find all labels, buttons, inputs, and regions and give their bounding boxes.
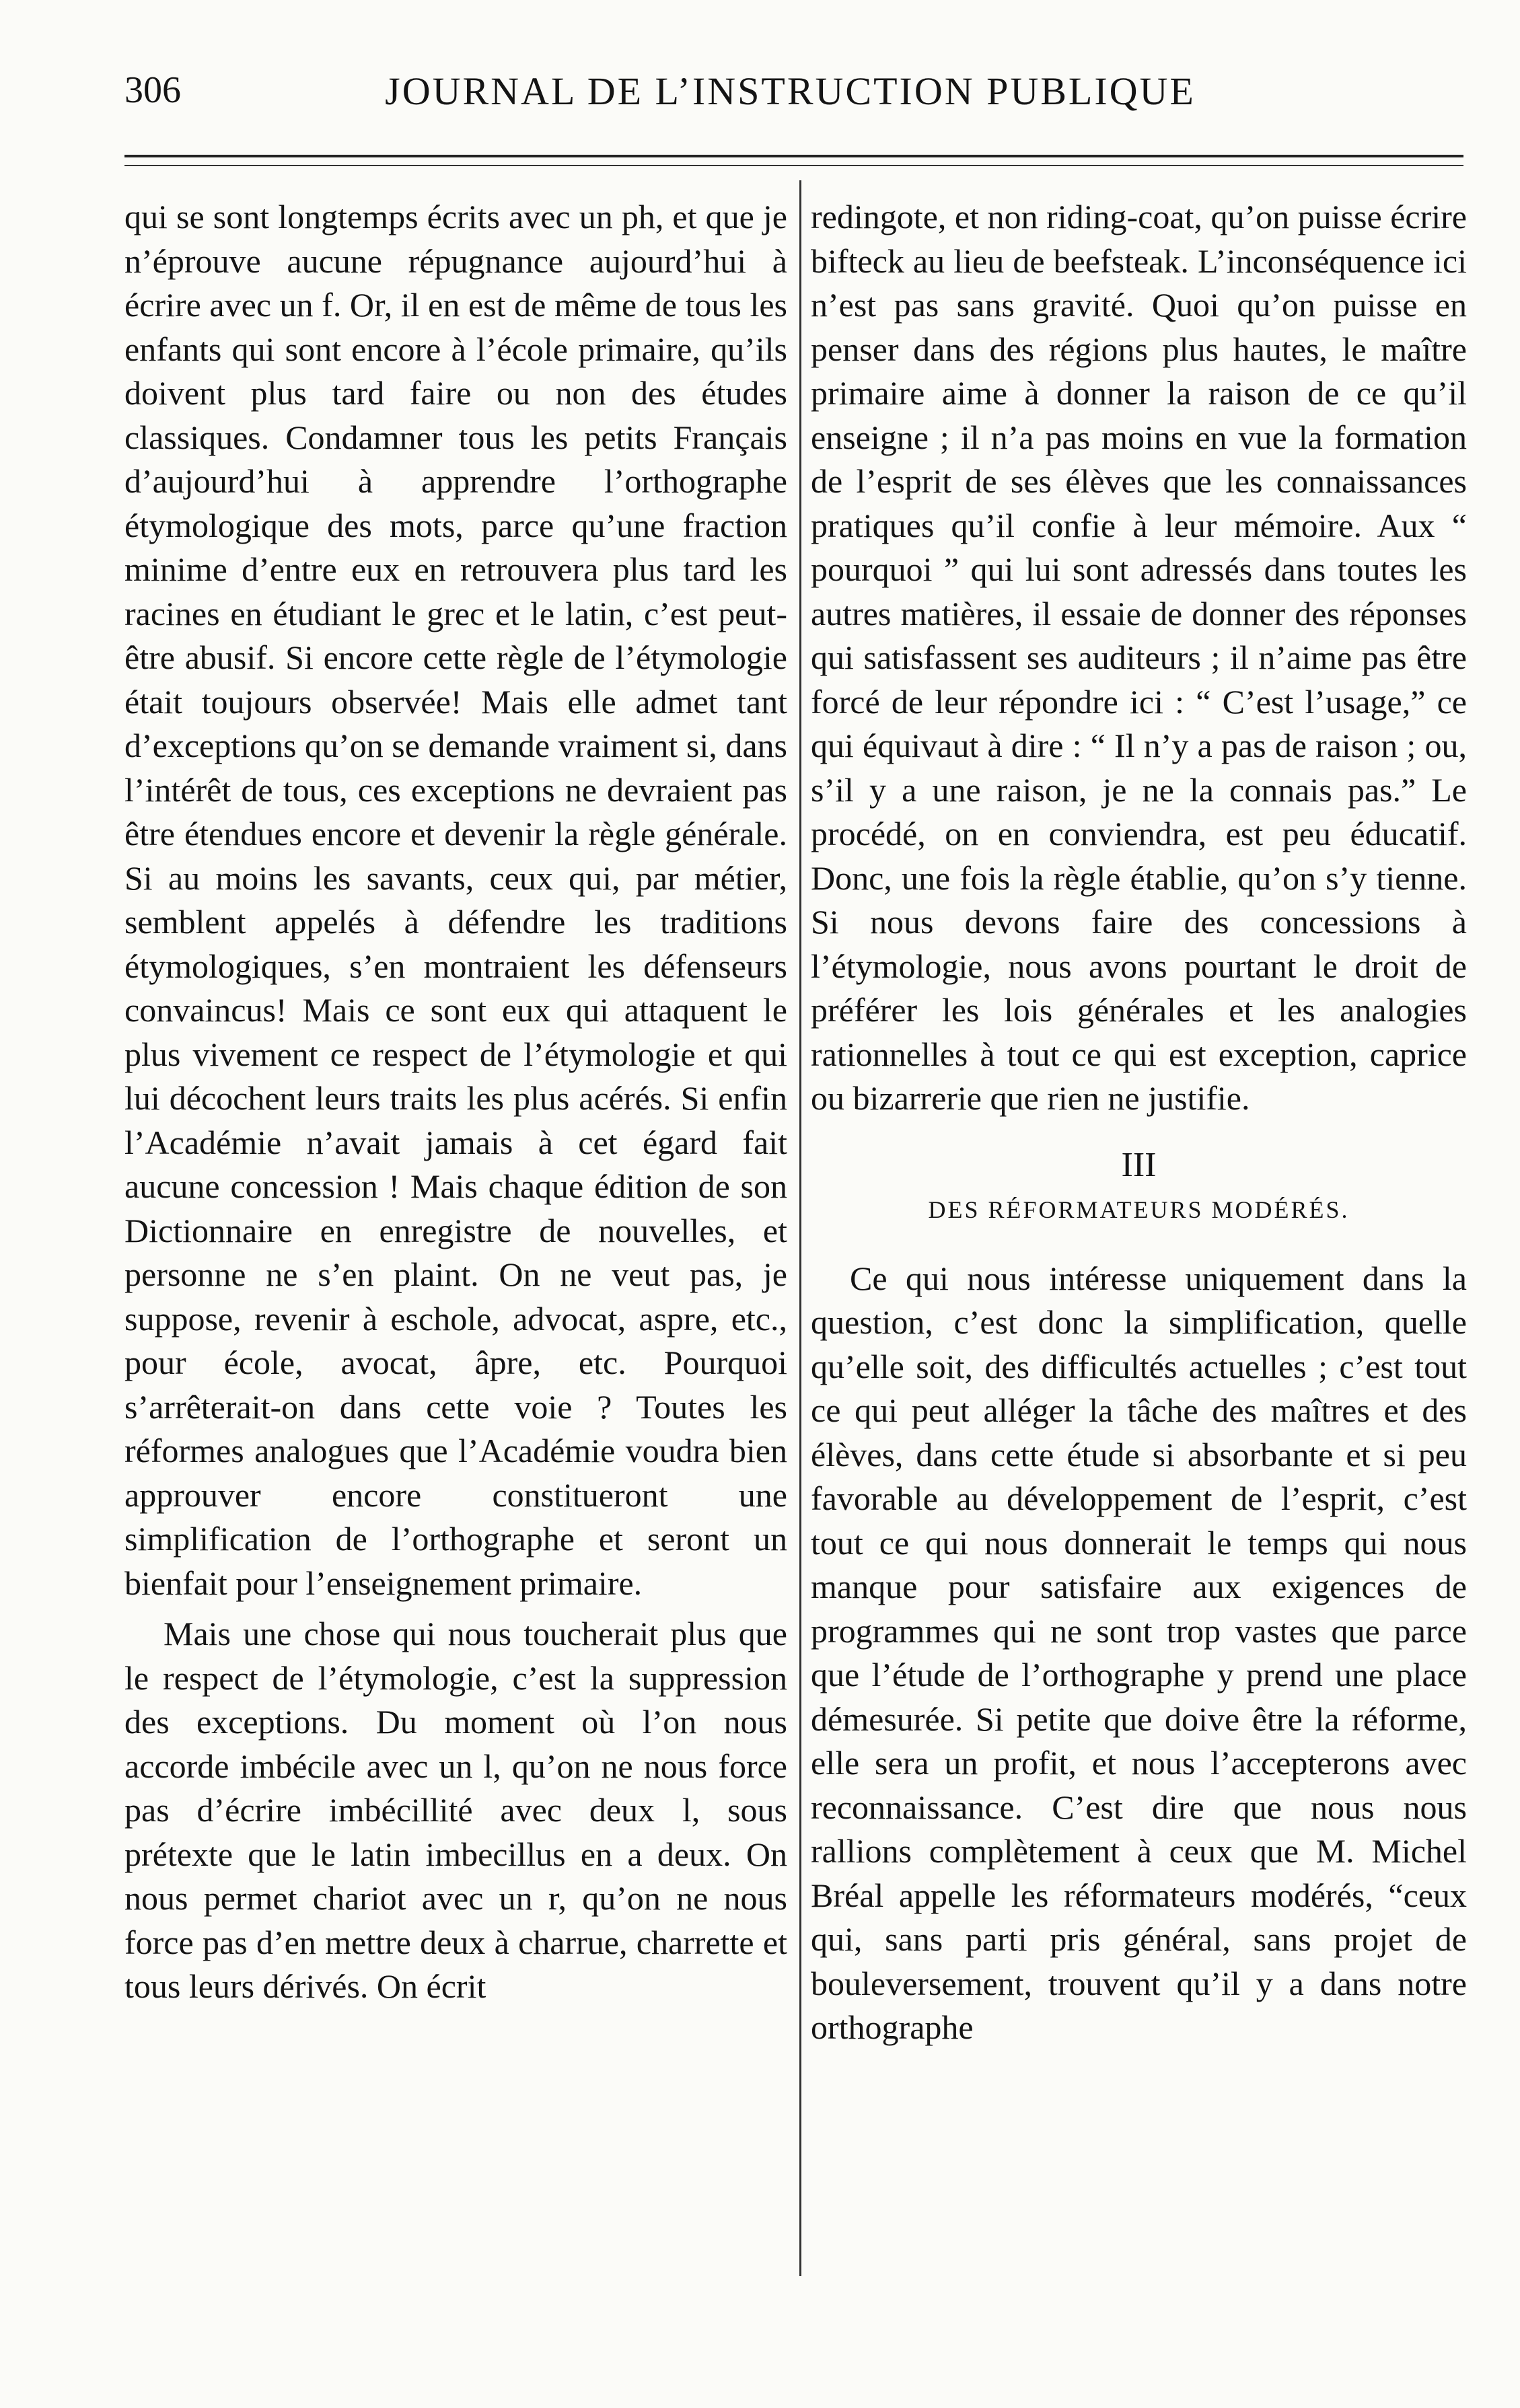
- right-paragraph-2: Ce qui nous intéresse uniquement dans la question, c’est donc la simplification, quelle qu’elle soit, des difficultés actuelles ; c’est tout ce qui peut alléger la tâche des maîtres et des élèves, dans cette étude si absorbante et si peu favorable au développement de l’esprit, c’est tout ce qui nous donnerait le temps qui nous manque pour satisfaire aux exigences de programmes qui ne sont trop vastes que parce que l’étude de l’orthographe y prend une place démesurée. Si petite que doive être la réforme, elle sera un profit, et nous l’accepterons avec reconnaissance. C’est dire que nous nous rallions complètement à ceux que M. Michel Bréal appelle les réformateurs modérés, “ceux qui, sans parti pris général, sans projet de bouleversement, trouvent qu’il y a dans notre orthographe: [811, 1259, 1467, 2046]
- page-number: 306: [124, 69, 181, 111]
- left-column: [124, 195, 787, 2009]
- right-column: [811, 195, 1467, 2050]
- page-header: [0, 69, 1520, 136]
- left-paragraph-1: qui se sont longtemps écrits avec un ph, et que je n’éprouve aucune répugnance aujourd’hui à écrire avec un f. Or, il en est de même de tous les enfants qui sont encore à l’école primaire, qu’ils doivent plus tard faire ou non des études classiques. Condamner tous les petits Français d’aujourd’hui à apprendre l’orthographe étymologique des mots, parce qu’une fraction minime d’entre eux en retrouvera plus tard les racines en étudiant le grec et le latin, c’est peut-être abusif. Si encore cette règle de l’étymologie était toujours observée! Mais elle admet tant d’exceptions qu’on se demande vraiment si, dans l’intérêt de tous, ces exceptions ne devraient pas être étendues encore et devenir la règle générale. Si au moins les savants, ceux qui, par métier, semblent appelés à défendre les traditions étymologiques, s’en montraient les défenseurs convaincus! Mais ce sont eux qui attaquent le plus vivement ce respect de l’étymologie et qui lui décochent leurs traits les plus acérés. Si enfin l’Académie n’avait jamais à cet égard fait aucune concession ! Mais chaque édition de son Dictionnaire en enregistre de nouvelles, et personne ne s’en plaint. On ne veut pas, je suppose, revenir à eschole, advocat, aspre, etc., pour école, avocat, âpre, etc. Pourquoi s’arrêterait-on dans cette voie ? Toutes les réformes analogues que l’Académie voudra bien approuver encore constitueront une simplification de l’orthographe et seront un bienfait pour l’enseignement primaire.: [124, 198, 787, 1602]
- header-rule-thick: [124, 155, 1463, 157]
- section-title: DES RÉFORMATEURS MODÉRÉS.: [928, 1196, 1350, 1223]
- column-divider: [799, 180, 801, 2276]
- running-title: JOURNAL DE L’INSTRUCTION PUBLIQUE: [385, 69, 1196, 113]
- section-number: III: [1121, 1145, 1157, 1184]
- header-rule-thin: [124, 165, 1463, 166]
- right-paragraph-1: redingote, et non riding-coat, qu’on puisse écrire bifteck au lieu de beefsteak. L’inconséquence ici n’est pas sans gravité. Quoi qu’on puisse en penser dans des régions plus hautes, le maître primaire aime à donner la raison de ce qu’il enseigne ; il n’a pas moins en vue la formation de l’esprit de ses élèves que les connaissances pratiques qu’il confie à leur mémoire. Aux “ pourquoi ” qui lui sont adressés dans toutes les autres matières, il essaie de donner des réponses qui satisfassent ses auditeurs ; il n’aime pas être forcé de leur répondre ici : “ C’est l’usage,” ce qui équivaut à dire : “ Il n’y a pas de raison ; ou, s’il y a une raison, je ne la connais pas.” Le procédé, on en conviendra, est peu éducatif. Donc, une fois la règle établie, qu’on s’y tienne. Si nous devons faire des concessions à l’étymologie, nous avons pourtant le droit de préférer les lois générales et les analogies rationnelles à tout ce qui est exception, caprice ou bizarrerie que rien ne justifie.: [811, 198, 1467, 1117]
- left-paragraph-2: Mais une chose qui nous toucherait plus que le respect de l’étymologie, c’est la suppression des exceptions. Du moment où l’on nous accorde imbécile avec un l, qu’on ne nous force pas d’écrire imbécillité avec deux l, sous prétexte que le latin imbecillus en a deux. On nous permet chariot avec un r, qu’on ne nous force pas d’en mettre deux à charrue, charrette et tous leurs dérivés. On écrit: [124, 1615, 787, 2005]
